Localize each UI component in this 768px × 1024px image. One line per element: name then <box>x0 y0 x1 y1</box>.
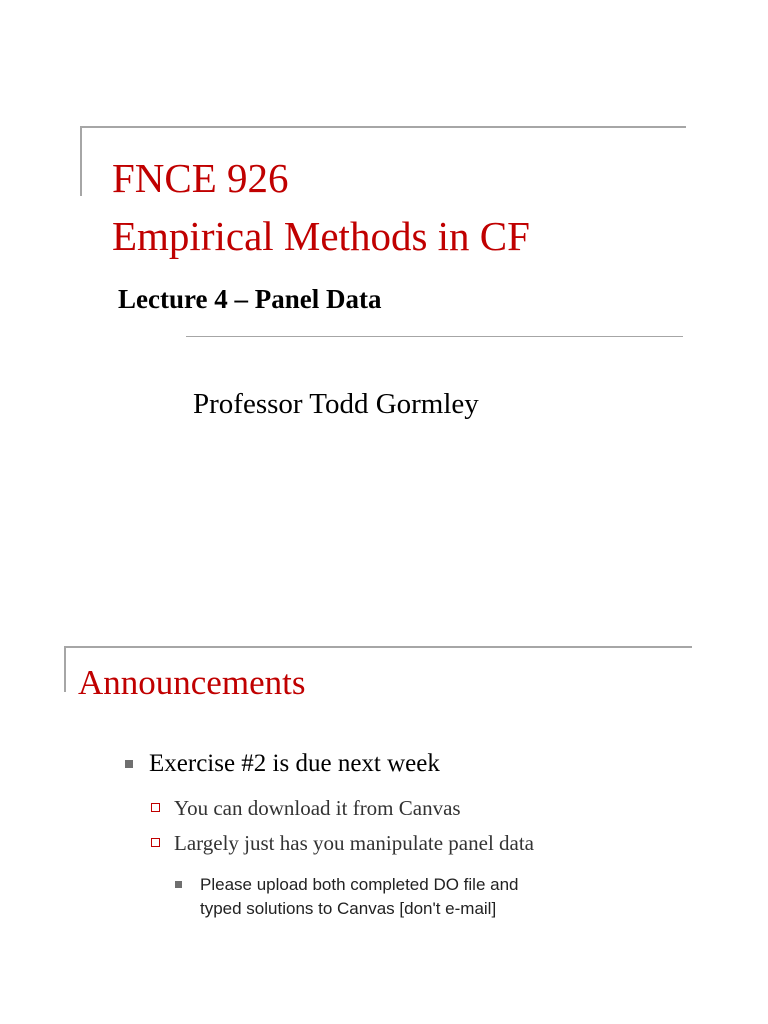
sub-bullet-item <box>151 831 534 856</box>
subtitle-divider <box>186 336 683 337</box>
top-frame-line <box>80 126 686 128</box>
sub-sub-bullet-line: Please upload both completed DO file and <box>200 875 519 894</box>
lecture-subtitle: Lecture 4 – Panel Data <box>118 284 382 314</box>
sub-sub-bullet-item <box>175 873 518 921</box>
slide2-top-frame-line <box>64 646 692 648</box>
slide2-left-frame-line <box>64 646 66 692</box>
hollow-square-icon <box>151 803 160 812</box>
left-frame-line <box>80 126 82 196</box>
hollow-square-icon <box>151 838 160 847</box>
sub-bullet-text: Largely just has you manipulate panel data <box>174 831 535 855</box>
professor-name: Professor Todd Gormley <box>193 388 479 420</box>
bullet-text: Exercise #2 is due next week <box>149 750 440 777</box>
course-code: FNCE 926 <box>112 155 289 201</box>
sub-bullet-text: You can download it from Canvas <box>174 796 461 820</box>
sub-sub-bullet-text <box>200 873 518 921</box>
filled-square-icon <box>125 760 133 768</box>
sub-sub-bullet-line: typed solutions to Canvas [don't e-mail] <box>200 899 497 918</box>
sub-bullet-item <box>151 796 461 821</box>
bullet-item <box>125 750 440 778</box>
small-filled-square-icon <box>175 881 182 888</box>
course-name: Empirical Methods in CF <box>112 213 530 259</box>
slide-title: Announcements <box>78 663 306 702</box>
